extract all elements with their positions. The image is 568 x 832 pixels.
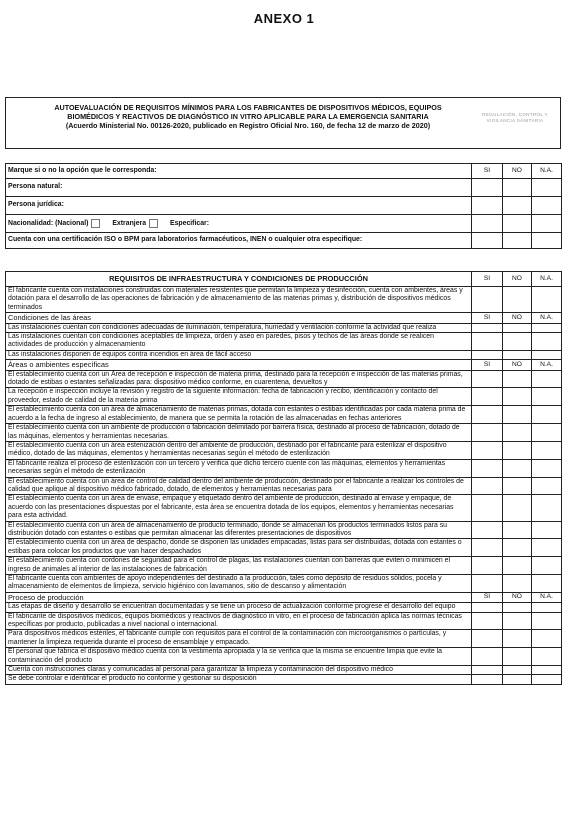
requirement-0-0-no[interactable] [503,323,532,332]
requirement-1-0-na[interactable] [532,370,562,388]
requirement-1-7-na[interactable] [532,495,562,521]
requirement-0-2-no[interactable] [503,350,532,359]
especificar-label: Especificar: [169,219,210,227]
nacionalidad-na[interactable] [532,215,562,233]
infra-col-no: NO [503,272,532,287]
requirement-item: Las instalaciones cuentan con condiciones aceptables de limpieza, orden y aseo en paredes, pisos y techos de las áreas donde se realicen actividades de producción y almacenamiento [6,333,472,351]
requirement-1-11-no[interactable] [503,575,532,593]
nacionalidad-label: Nacionalidad: (Nacional) [8,219,89,227]
requirement-item: El personal que fabrica el dispositivo médico cuenta con la vestimenta apropiada y la se verifica que la misma se encuentre limpia que evite la contaminación del producto [6,648,472,666]
requirement-item: El establecimiento cuenta con un ambiente de producción o fabricación delimitado por barrera física, destinado al proceso de fabricación, dotado de las máquinas, elementos y herramientas necesarias. [6,424,472,442]
requirement-2-0-si[interactable] [472,603,503,612]
section-title: Proceso de producción [6,592,472,602]
requirement-2-4-na[interactable] [532,666,562,675]
nacionalidad-si[interactable] [472,215,503,233]
section-0-col-no: NO [503,313,532,323]
requirement-2-4-no[interactable] [503,666,532,675]
requirement-2-2-no[interactable] [503,630,532,648]
section-0-col-na: N.A. [532,313,562,323]
persona-juridica-na[interactable] [532,197,562,215]
requirement-1-6-no[interactable] [503,477,532,495]
section-1-col-no: NO [503,360,532,370]
section-2-col-si: SI [472,592,503,602]
certificacion-label: Cuenta con una certificación ISO o BPM para laboratorios farmacéuticos, INEN o cualquier otra especifique: [6,233,472,249]
requirement-item: El fabricante realiza el proceso de esterilización con un tercero y verifica que dicho tercero cuente con las máquinas, elementos y herramientas necesarias según el método de esterilización [6,459,472,477]
requirement-2-2-si[interactable] [472,630,503,648]
requirement-2-5-na[interactable] [532,675,562,684]
requirement-1-8-si[interactable] [472,521,503,539]
requirement-1-6-na[interactable] [532,477,562,495]
requirement-item: Las etapas de diseño y desarrollo se encuentran documentadas y se tiene un proceso de actualización conforme progrese el desarrollo del equipo [6,603,472,612]
requirement-0-2-na[interactable] [532,350,562,359]
requirement-1-1-no[interactable] [503,388,532,406]
certificacion-no[interactable] [503,233,532,249]
header-text [24,103,472,131]
requirement-2-1-si[interactable] [472,612,503,630]
infra-title: REQUISITOS DE INFRAESTRUCTURA Y CONDICIONES DE PRODUCCIÓN [6,272,472,287]
requirement-1-4-no[interactable] [503,441,532,459]
requirement-0-1-si[interactable] [472,333,503,351]
section-0-col-si: SI [472,313,503,323]
extranjera-label: Extranjera [112,219,147,227]
header-line-3: (Acuerdo Ministerial No. 00126-2020, publicado en Registro Oficial Nro. 160, de fecha 12 de marzo de 2020) [65,121,431,131]
infra-col-si: SI [472,272,503,287]
requirement-1-9-no[interactable] [503,539,532,557]
infra-table [5,271,562,685]
requirement-1-7-si[interactable] [472,495,503,521]
marque-label: Marque si o no la opción que le corresponda: [6,164,472,179]
persona-natural-label: Persona natural: [6,179,472,197]
requirement-1-0-no[interactable] [503,370,532,388]
col-na: N.A. [532,164,562,179]
section-1-col-si: SI [472,360,503,370]
requirement-item: El establecimiento cuenta con un área estenización dentro del ambiente de producción, destinado por el fabricante para esterilizar el dispositivo médico, dotado de las máquinas, elementos y herramientas necesarias según el método de esterilización [6,441,472,459]
requirement-1-3-na[interactable] [532,424,562,442]
requirement-1-8-na[interactable] [532,521,562,539]
nacional-checkbox[interactable] [91,219,100,228]
requirement-1-3-si[interactable] [472,424,503,442]
requirement-item: Cuenta con instrucciones claras y comunicadas al personal para garantizar la limpieza y contaminación del dispositivo médico [6,666,472,675]
nacionalidad-no[interactable] [503,215,532,233]
section-2-col-na: N.A. [532,592,562,602]
extranjera-checkbox[interactable] [149,219,158,228]
requirement-2-0-na[interactable] [532,603,562,612]
persona-natural-si[interactable] [472,179,503,197]
section-2-col-no: NO [503,592,532,602]
header-line-1: AUTOEVALUACIÓN DE REQUISITOS MÍNIMOS PARA LOS FABRICANTES DE DISPOSITIVOS MÉDICOS, EQUIPOS [54,103,442,112]
nacionalidad-row [6,215,472,233]
requirement-2-4-si[interactable] [472,666,503,675]
requirement-1-5-na[interactable] [532,459,562,477]
requirement-0-0-si[interactable] [472,323,503,332]
requirement-item: El establecimiento cuenta con un área de almacenamiento de materias primas, dotada con estantes o estibas identificadas por cada materia prima de acuerdo a la fecha de ingreso al establecimiento, de manera que se permita la rotación de las almacenadas en fechas anteriores [6,406,472,424]
requirement-1-1-si[interactable] [472,388,503,406]
requirement-1-2-na[interactable] [532,406,562,424]
annex-title: ANEXO 1 [253,11,315,26]
requirement-1-11-si[interactable] [472,575,503,593]
requirement-1-10-na[interactable] [532,557,562,575]
requirement-1-8-no[interactable] [503,521,532,539]
infra-intro-no[interactable] [503,287,532,313]
requirement-1-1-na[interactable] [532,388,562,406]
requirement-1-7-no[interactable] [503,495,532,521]
requirement-2-1-no[interactable] [503,612,532,630]
requirement-item: Las instalaciones disponen de equipos contra incendios en área de fácil acceso [6,350,472,359]
persona-natural-na[interactable] [532,179,562,197]
col-no: NO [503,164,532,179]
requirement-1-4-si[interactable] [472,441,503,459]
requirement-item: El establecimiento cuenta con cordones de seguridad para el control de plagas, las instalaciones cuentan con barreras que eviten o minimicen el ingreso de animales al interior de las instalaciones de fabricación [6,557,472,575]
infra-intro-na[interactable] [532,287,562,313]
requirement-1-9-si[interactable] [472,539,503,557]
col-si: SI [472,164,503,179]
requirement-1-11-na[interactable] [532,575,562,593]
requirement-0-2-si[interactable] [472,350,503,359]
requirement-item: El establecimiento cuenta con un área de almacenamiento de producto terminado, donde se almacenan los productos terminados listos para su distribución dotado con estantes o estibas que permitan almacenar las diferentes presentaciones de dispositivos [6,521,472,539]
requirement-item: El establecimiento cuenta con un área de despacho, donde se disponen las unidades empacadas, listas para ser distribuidas, dotada con estantes o estibas para colocar los productos que van hacer despachados [6,539,472,557]
requirement-2-5-si[interactable] [472,675,503,684]
requirement-1-4-na[interactable] [532,441,562,459]
requirement-1-2-si[interactable] [472,406,503,424]
requirement-item: Para dispositivos médicos estériles, el fabricante cumple con requisitos para el control de la contaminación con microorganismos o partículas, y mantener la limpieza requerida durante el proceso de ensamblaje y empacado. [6,630,472,648]
requirement-1-6-si[interactable] [472,477,503,495]
requirement-item: El fabricante cuenta con ambientes de apoyo independientes del destinado a la producción, tales como depósito de residuos sólidos, pocela y almacenamiento de elementos de limpieza, servicio higiénico con lavamanos, sitio de descanso y alimentación [6,575,472,593]
requirement-item: La recepción e inspección incluye la revisión y registro de la siguiente información: fecha de fabricación y recibo, identificación y contacto del proveedor, estado de calidad de la materia prima [6,388,472,406]
requirement-item: Las instalaciones cuentan con condiciones adecuadas de iluminación, temperatura, humedad y ventilación conforme la actividad que realiza [6,323,472,332]
requirement-2-3-na[interactable] [532,648,562,666]
agency-stamp: REGULACIÓN, CONTROL Y VIGILANCIA SANITARIA [482,112,548,123]
requirement-1-0-si[interactable] [472,370,503,388]
requirement-1-3-no[interactable] [503,424,532,442]
requirement-2-3-no[interactable] [503,648,532,666]
requirement-1-9-na[interactable] [532,539,562,557]
infra-intro-si[interactable] [472,287,503,313]
requirement-1-10-si[interactable] [472,557,503,575]
requirement-item: El establecimiento cuenta con un Área de recepción e inspección de materia prima, destinado para la recepción e inspección de las materias primas, dotado de estibas o estantes señalizadas para: dispositivo médico conforme, en cuarentena, devueltos y [6,370,472,388]
persona-juridica-label: Persona jurídica: [6,197,472,215]
persona-juridica-no[interactable] [503,197,532,215]
requirement-1-10-no[interactable] [503,557,532,575]
section-title: Áreas o ambientes específicas [6,360,472,370]
requirement-item: El establecimiento cuenta con un área de envase, empaque y etiquetado dentro del ambiente de producción, destinado al envase y empaque, de acuerdo con las presentaciones dispuestas por el fabricante, esta área se encuentra dotada de los equipos, elementos y herramientas necesarias para esta actividad. [6,495,472,521]
general-info-table [5,163,562,249]
requirement-0-1-no[interactable] [503,333,532,351]
header-line-2: BIOMÉDICOS Y REACTIVOS DE DIAGNÓSTICO IN VITRO APLICABLE PARA LA EMERGENCIA SANITARIA [67,112,429,122]
requirement-1-5-no[interactable] [503,459,532,477]
infra-intro: El fabricante cuenta con instalaciones construidas con materiales resistentes que permitan la limpieza y desinfección, cuenta con ambientes, áreas y dotación para el desarrollo de las operaciones de fabricación y de almacenamiento de las materias primas y, distribución de dispositivos médicos terminados [6,287,472,313]
requirement-2-2-na[interactable] [532,630,562,648]
requirement-2-5-no[interactable] [503,675,532,684]
requirement-0-1-na[interactable] [532,333,562,351]
persona-natural-no[interactable] [503,179,532,197]
certificacion-na[interactable] [532,233,562,249]
requirement-2-1-na[interactable] [532,612,562,630]
infra-col-na: N.A. [532,272,562,287]
requirement-0-0-na[interactable] [532,323,562,332]
section-title: Condiciones de las áreas [6,313,472,323]
persona-juridica-si[interactable] [472,197,503,215]
requirement-item: El fabricante de dispositivos médicos, equipos biomédicos y reactivos de diagnóstico in vitro, en el proceso de fabricación aplica las normas técnicas específicas por producto, publicadas a nivel nacional o internacional. [6,612,472,630]
requirement-1-5-si[interactable] [472,459,503,477]
document-header [5,97,561,149]
requirement-2-0-no[interactable] [503,603,532,612]
requirement-2-3-si[interactable] [472,648,503,666]
section-1-col-na: N.A. [532,360,562,370]
requirement-item: Se debe controlar e identificar el producto no conforme y gestionar su disposición [6,675,472,684]
requirement-item: El establecimiento cuenta con un área de control de calidad dentro del ambiente de producción, destinado por el fabricante a realizar los controles de calidad que aplique al dispositivo médico fabricado, dotado, de elementos y herramientas necesarias para [6,477,472,495]
requirement-1-2-no[interactable] [503,406,532,424]
certificacion-si[interactable] [472,233,503,249]
